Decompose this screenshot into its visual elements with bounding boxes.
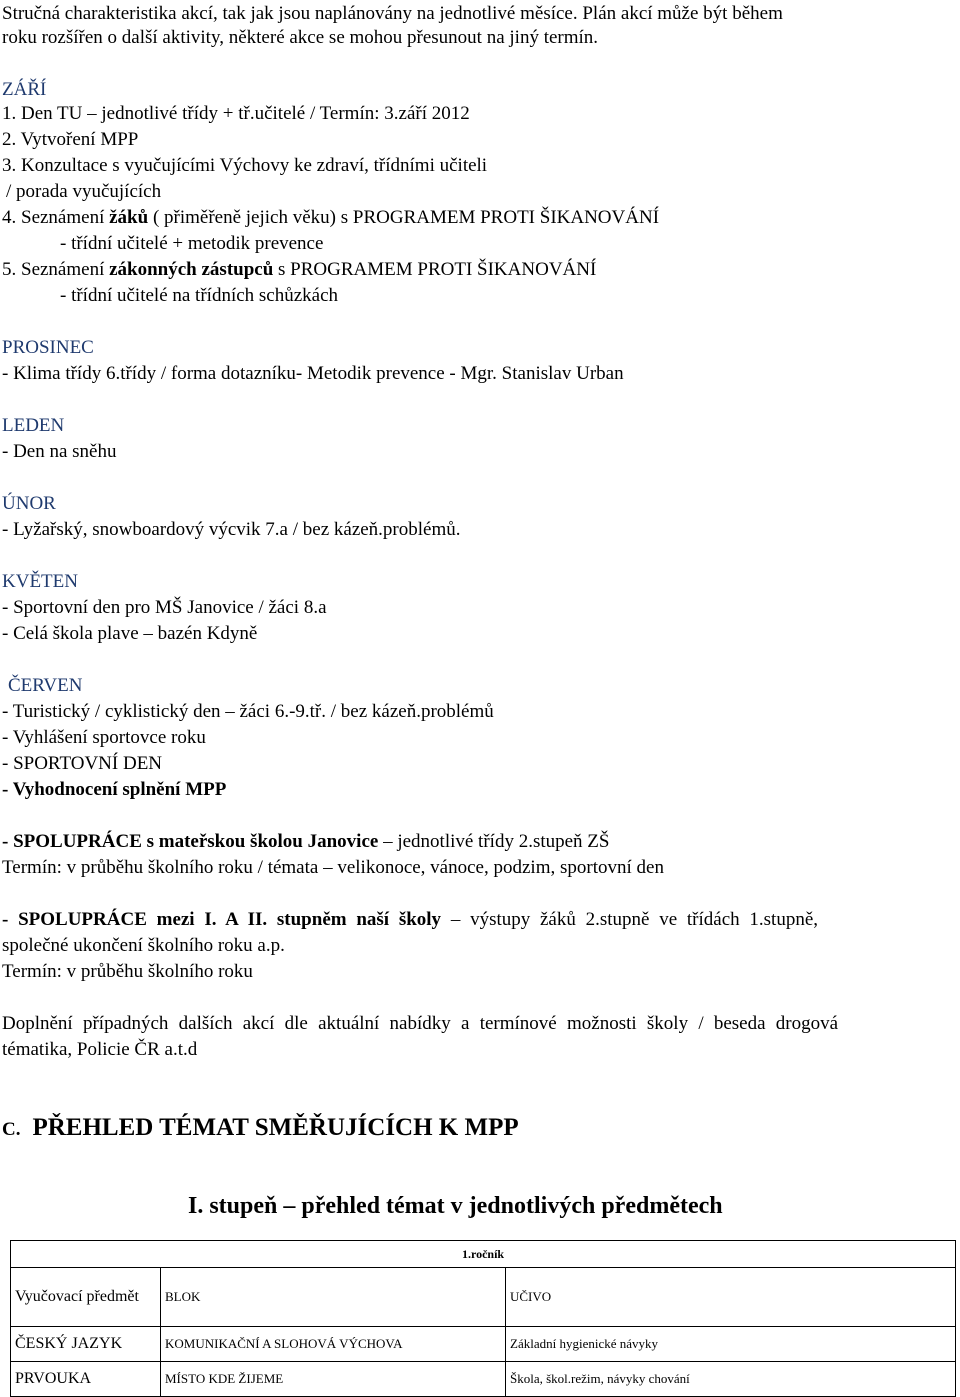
- row-subject: PRVOUKA: [11, 1362, 161, 1397]
- spoluprace-ms: [2, 830, 609, 854]
- heading-kveten: KVĚTEN: [2, 571, 78, 592]
- cerven-item-2: - Vyhlášení sportovce roku: [2, 727, 206, 748]
- kveten-item-1: - Sportovní den pro MŠ Janovice / žáci 8.a: [2, 597, 327, 618]
- cerven-item-3: - SPORTOVNÍ DEN: [2, 753, 163, 774]
- row-subject: ČESKÝ JAZYK: [11, 1327, 161, 1362]
- topics-table: [10, 1240, 956, 1397]
- heading-unor: ÚNOR: [2, 493, 56, 514]
- prosinec-item-1: - Klima třídy 6.třídy / forma dotazníku- Metodik prevence - Mgr. Stanislav Urban: [2, 363, 624, 384]
- heading-leden: LEDEN: [2, 415, 65, 436]
- spoluprace-stupne-line-2: společné ukončení školního roku a.p.: [2, 935, 285, 956]
- zari-item-5: [2, 258, 596, 282]
- zari-item-4-bold: žáků: [109, 207, 149, 228]
- zari-item-5-bold: zákonných zástupců: [109, 259, 274, 280]
- unor-item-1: - Lyžařský, snowboardový výcvik 7.a / bez kázeň.problémů.: [2, 519, 461, 540]
- zari-item-4-pre: 4. Seznámení: [2, 207, 110, 228]
- row-block: MÍSTO KDE ŽIJEME: [161, 1362, 506, 1397]
- zari-item-2: 2. Vytvoření MPP: [2, 129, 139, 150]
- header-subject: Vyučovací předmět: [11, 1268, 161, 1327]
- table-caption: 1.ročník: [11, 1241, 956, 1268]
- zari-item-5-post: s PROGRAMEM PROTI ŠIKANOVÁNÍ: [273, 259, 597, 280]
- table-row: [11, 1362, 956, 1397]
- zari-item-5-sub: - třídní učitelé na třídních schůzkách: [60, 285, 339, 306]
- heading-cerven: ČERVEN: [8, 675, 83, 696]
- spoluprace-ms-rest: – jednotlivé třídy 2.stupeň ZŠ: [378, 831, 610, 852]
- kveten-item-2: - Celá škola plave – bazén Kdyně: [2, 623, 258, 644]
- doplneni-line-2: tématika, Policie ČR a.t.d: [2, 1039, 198, 1060]
- heading-prosinec: PROSINEC: [2, 337, 94, 358]
- zari-item-4-sub: - třídní učitelé + metodik prevence: [60, 233, 324, 254]
- header-content: UČIVO: [506, 1268, 956, 1327]
- intro-line-1: Stručná charakteristika akcí, tak jak jsou naplánovány na jednotlivé měsíce. Plán akcí může být během: [2, 3, 783, 24]
- zari-item-4: [2, 206, 659, 230]
- spoluprace-ms-bold: - SPOLUPRÁCE s mateřskou školou Janovice: [2, 831, 379, 852]
- row-block: KOMUNIKAČNÍ A SLOHOVÁ VÝCHOVA: [161, 1327, 506, 1362]
- row-content: Škola, škol.režim, návyky chování: [506, 1362, 956, 1397]
- table-row: [11, 1327, 956, 1362]
- subtitle: I. stupeň – přehled témat v jednotlivých předmětech: [188, 1193, 723, 1219]
- leden-item-1: - Den na sněhu: [2, 441, 117, 462]
- section-c-letter: C.: [2, 1119, 21, 1140]
- header-block: BLOK: [161, 1268, 506, 1327]
- doplneni-line-1: Doplnění případných dalších akcí dle aktuální nabídky a termínové možnosti školy / beseda drogová: [2, 1013, 839, 1034]
- spoluprace-stupne-rest: – výstupy žáků 2.stupně ve třídách 1.stupně,: [441, 909, 818, 930]
- row-content: Základní hygienické návyky: [506, 1327, 956, 1362]
- zari-item-3-cont: / porada vyučujících: [6, 181, 162, 202]
- spoluprace-stupne-term: Termín: v průběhu školního roku: [2, 961, 253, 982]
- zari-item-4-post: ( přiměřeně jejich věku) s PROGRAMEM PROTI ŠIKANOVÁNÍ: [148, 207, 660, 228]
- spoluprace-ms-term: Termín: v průběhu školního roku / témata – velikonoce, vánoce, podzim, sportovní den: [2, 857, 664, 878]
- spoluprace-stupne-bold: - SPOLUPRÁCE mezi I. A II. stupněm naší školy: [2, 909, 442, 930]
- zari-item-3: 3. Konzultace s vyučujícími Výchovy ke zdraví, třídními učiteli: [2, 155, 488, 176]
- section-c-title: PŘEHLED TÉMAT SMĚŘUJÍCÍCH K MPP: [32, 1114, 519, 1141]
- zari-item-1: 1. Den TU – jednotlivé třídy + tř.učitelé / Termín: 3.září 2012: [2, 103, 470, 124]
- intro-line-2: roku rozšířen o další aktivity, některé akce se mohou přesunout na jiný termín.: [2, 27, 599, 48]
- cerven-item-1: - Turistický / cyklistický den – žáci 6.-9.tř. / bez kázeň.problémů: [2, 701, 494, 722]
- spoluprace-stupne: [2, 908, 818, 932]
- cerven-item-4: - Vyhodnocení splnění MPP: [2, 779, 227, 800]
- section-c-heading: [2, 1112, 519, 1146]
- zari-item-5-pre: 5. Seznámení: [2, 259, 110, 280]
- heading-zari: ZÁŘÍ: [2, 79, 47, 100]
